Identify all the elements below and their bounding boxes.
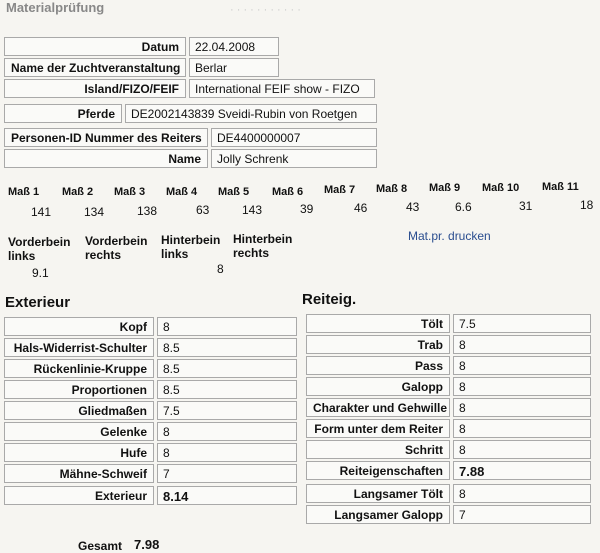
ext-label: Hufe — [4, 443, 154, 462]
mass-label-6: Maß 6 — [272, 186, 304, 198]
vorderbein-rechts-label: Vorderbein rechts — [85, 234, 148, 262]
pferde-row — [4, 104, 377, 123]
reit-label: Trab — [306, 335, 450, 354]
mass-label-10: Maß 10 — [482, 182, 520, 194]
mass-label-4: Maß 4 — [166, 186, 198, 198]
mass-value-5: 143 — [242, 203, 263, 217]
name-value: Jolly Schrenk — [211, 149, 377, 168]
reit-value: 8 — [453, 398, 591, 417]
print-link[interactable]: Mat.pr. drucken — [408, 229, 491, 243]
datum-row — [4, 37, 279, 56]
reit-value: 8 — [453, 356, 591, 375]
mass-value-6: 39 — [300, 202, 314, 216]
reit-row — [306, 419, 591, 438]
pid-row — [4, 128, 377, 147]
ext-value: 8 — [157, 317, 297, 336]
mass-value-4: 63 — [196, 203, 210, 217]
mass-label-11: Maß 11 — [542, 181, 579, 193]
reit-row — [306, 440, 591, 459]
ext-value: 8 — [157, 443, 297, 462]
reit-row — [306, 335, 591, 354]
reit-total-value: 7.88 — [453, 461, 591, 480]
exterieur-heading: Exterieur — [5, 294, 71, 311]
island-value: International FEIF show - FIZO — [189, 79, 375, 98]
pid-value: DE4400000007 — [211, 128, 377, 147]
mass-label-3: Maß 3 — [114, 186, 146, 198]
mass-value-7: 46 — [354, 201, 368, 215]
ext-label: Proportionen — [4, 380, 154, 399]
reit-extra-value: 8 — [453, 484, 591, 503]
reit-row — [306, 314, 591, 333]
reit-total-row — [306, 461, 591, 480]
reit-extra-label: Langsamer Tölt — [306, 484, 450, 503]
ext-value: 7 — [157, 464, 297, 483]
ext-label: Hals-Widerrist-Schulter — [4, 338, 154, 357]
ext-total-value: 8.14 — [157, 486, 297, 505]
bleed-through-text: · · · · · · · · · · · — [230, 4, 301, 16]
pferde-value: DE2002143839 Sveidi-Rubin von Roetgen — [125, 104, 377, 123]
mass-value-1: 141 — [31, 205, 52, 219]
mass-label-1: Maß 1 — [8, 186, 40, 198]
reit-label: Tölt — [306, 314, 450, 333]
ext-value: 8.5 — [157, 380, 297, 399]
reit-extra-label: Langsamer Galopp — [306, 505, 450, 524]
ext-total-label: Exterieur — [4, 486, 154, 505]
ext-label: Gelenke — [4, 422, 154, 441]
mass-value-2: 134 — [84, 205, 105, 219]
reit-row — [306, 377, 591, 396]
datum-label: Datum — [4, 37, 186, 56]
reit-extra-value: 7 — [453, 505, 591, 524]
ext-value: 8.5 — [157, 338, 297, 357]
mass-label-5: Maß 5 — [218, 186, 250, 198]
reit-label: Charakter und Gehwille — [306, 398, 450, 417]
vorderbein-links-value: 9.1 — [32, 266, 49, 280]
page-title: Materialprüfung — [6, 0, 105, 15]
datum-value: 22.04.2008 — [189, 37, 279, 56]
hinterbein-rechts-label: Hinterbein rechts — [233, 232, 293, 260]
name-row — [4, 149, 377, 168]
reiteig-heading: Reiteig. — [302, 291, 357, 308]
zucht-row — [4, 58, 279, 77]
reit-value: 8 — [453, 377, 591, 396]
mass-value-9: 6.6 — [455, 200, 472, 214]
mass-label-9: Maß 9 — [429, 182, 461, 194]
mass-label-2: Maß 2 — [62, 186, 94, 198]
zucht-value: Berlar — [189, 58, 279, 77]
ext-label: Gliedmaßen — [4, 401, 154, 420]
reit-value: 8 — [453, 440, 591, 459]
reit-value: 8 — [453, 335, 591, 354]
island-row — [4, 79, 375, 98]
pid-label: Personen-ID Nummer des Reiters — [4, 128, 208, 147]
reit-row — [306, 398, 591, 417]
zucht-label: Name der Zuchtveranstaltung — [4, 58, 186, 77]
ext-label: Rückenlinie-Kruppe — [4, 359, 154, 378]
hinterbein-links-label: Hinterbein links — [161, 233, 221, 261]
reit-label: Form unter dem Reiter — [306, 419, 450, 438]
reit-label: Galopp — [306, 377, 450, 396]
ext-row — [4, 338, 297, 357]
ext-value: 8.5 — [157, 359, 297, 378]
hinterbein-links-value: 8 — [217, 262, 224, 276]
reit-row — [306, 356, 591, 375]
reit-label: Pass — [306, 356, 450, 375]
reit-extra-row — [306, 484, 591, 503]
vorderbein-links-label: Vorderbein links — [8, 235, 71, 263]
mass-value-8: 43 — [406, 200, 420, 214]
gesamt-value: 7.98 — [134, 537, 160, 552]
ext-row — [4, 359, 297, 378]
mass-value-3: 138 — [137, 204, 158, 218]
ext-row — [4, 464, 297, 483]
ext-label: Kopf — [4, 317, 154, 336]
mass-label-8: Maß 8 — [376, 183, 408, 195]
mass-value-11: 18 — [580, 198, 594, 212]
mass-label-7: Maß 7 — [324, 184, 356, 196]
name-label: Name — [4, 149, 208, 168]
mass-value-10: 31 — [519, 199, 533, 213]
ext-total-row — [4, 486, 297, 505]
reit-value: 8 — [453, 419, 591, 438]
reit-total-label: Reiteigenschaften — [306, 461, 450, 480]
reit-extra-row — [306, 505, 591, 524]
ext-row — [4, 317, 297, 336]
ext-row — [4, 422, 297, 441]
ext-row — [4, 443, 297, 462]
ext-label: Mähne-Schweif — [4, 464, 154, 483]
reit-value: 7.5 — [453, 314, 591, 333]
ext-row — [4, 401, 297, 420]
island-label: Island/FIZO/FEIF — [4, 79, 186, 98]
ext-row — [4, 380, 297, 399]
reit-label: Schritt — [306, 440, 450, 459]
ext-value: 7.5 — [157, 401, 297, 420]
gesamt-label: Gesamt — [78, 539, 123, 553]
pferde-label: Pferde — [4, 104, 122, 123]
ext-value: 8 — [157, 422, 297, 441]
